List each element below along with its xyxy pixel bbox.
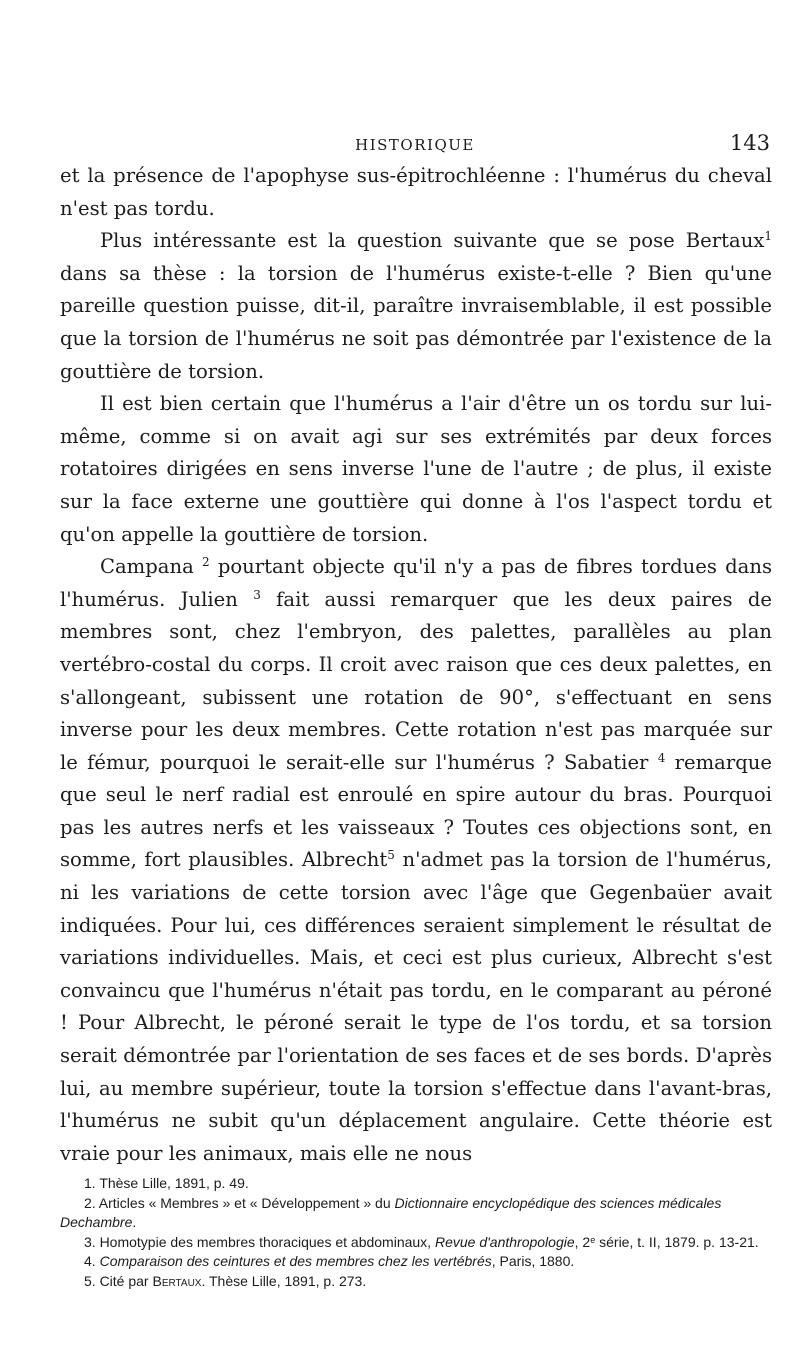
- footnote-ref-5: 5: [387, 848, 395, 863]
- footnote-2-end: .: [132, 1214, 137, 1230]
- footnote-4-title: Comparaison des ceintures et des membres chez les vertébrés: [99, 1253, 492, 1269]
- footnote-5-text: 5. Cité par: [84, 1272, 153, 1289]
- footnote-3-journal: Revue d'anthropologie: [434, 1233, 575, 1250]
- footnote-4: [60, 1252, 772, 1272]
- paragraph-2-text-a: Plus intéressante est la question suivante que se pose Bertaux: [100, 229, 765, 253]
- paragraph-4-text-e: n'admet pas la torsion de l'humérus, ni les variations de cette torsion avec l'âge que Gegenbaüer avait indiquées. Pour lui, ces différences seraient simplement le résultat de variations individuelles. Mais, et ceci est plus curieux, Albrecht s'est convaincu que l'humérus n'était pas tordu, en le comparant au péroné ! Pour Albrecht, le péroné serait le type de l'os tordu, et sa torsion serait démontrée par l'orientation de ses faces et de ses bords. D'après lui, au membre supérieur, toute la torsion s'effectue dans l'avant-bras, l'humérus ne subit qu'un déplacement angulaire. Cette théorie est vraie pour les animaux, mais elle ne nous: [60, 848, 772, 1165]
- body-text: [60, 160, 772, 1170]
- footnote-4-number: 4.: [84, 1253, 100, 1269]
- footnote-3-series-number: , 2: [574, 1233, 591, 1250]
- paragraph-3: Il est bien certain que l'humérus a l'air d'être un os tordu sur lui-même, comme si on avait agi sur ses extrémités par deux forces rotatoires dirigées en sens inverse l'une de l'autre ; de plus, il existe sur la face externe une gouttière qui donne à l'os l'aspect tordu et qu'on appelle la gouttière de torsion.: [60, 392, 772, 546]
- paragraph-4-text-c: fait aussi remarquer que les deux paires de membres sont, chez l'embryon, des palettes, parallèles au plan vertébro-costal du corps. Il croit avec raison que ces deux palettes, en s'allongeant, subissent une rotation de 90°, s'effectuant en sens inverse pour les deux membres. Cette rotation n'est pas marquée sur le fémur, pourquoi le serait-elle sur l'humérus ? Sabatier: [60, 587, 773, 774]
- paragraph-2-text-b: dans sa thèse : la torsion de l'humérus existe-t-elle ? Bien qu'une pareille question puisse, dit-il, paraître invraisemblable, il est possible que la torsion de l'humérus ne soit pas démontrée par l'existence de la gouttière de torsion.: [60, 261, 772, 383]
- footnote-2-title: Dictionnaire encyclopédique des sciences médicales Dechambre: [60, 1194, 722, 1230]
- paragraph-4-text-d: remarque que seul le nerf radial est enroulé en spire autour du bras. Pourquoi pas les autres nerfs et les vaisseaux ? Toutes ces objections sont, en somme, fort plausibles. Albrecht: [60, 750, 772, 872]
- footnote-5-end: . Thèse Lille, 1891, p. 273.: [201, 1272, 367, 1289]
- footnote-3-end: série, t. II, 1879. p. 13-21.: [595, 1233, 759, 1250]
- paragraph-4-text-b: pourtant objecte qu'il n'y a pas de fibres tordues dans l'humérus. Julien: [60, 555, 772, 611]
- running-title: HISTORIQUE: [355, 136, 475, 154]
- footnote-2: [60, 1194, 772, 1233]
- footnote-3: [60, 1233, 772, 1253]
- footnote-4-end: , Paris, 1880.: [491, 1253, 575, 1269]
- paragraph-2: [60, 225, 772, 388]
- footnote-ref-4: 4: [657, 750, 666, 765]
- footnote-ref-1: 1: [764, 229, 772, 244]
- footnote-5-author: Bertaux: [152, 1272, 202, 1289]
- footnote-2-text: 2. Articles « Membres » et « Développement » du: [84, 1194, 395, 1211]
- paragraph-4-text-a: Campana: [100, 555, 202, 579]
- footnote-ref-2: 2: [201, 555, 210, 570]
- footnote-1: 1. Thèse Lille, 1891, p. 49.: [84, 1175, 249, 1191]
- page-number: 143: [729, 131, 770, 155]
- footnote-5: [60, 1272, 772, 1292]
- footnote-3-superscript: e: [590, 1234, 596, 1245]
- paragraph-1: et la présence de l'apophyse sus-épitrochléenne : l'humérus du cheval n'est pas tordu.: [60, 164, 772, 220]
- footnote-3-text: 3. Homotypie des membres thoraciques et abdominaux,: [84, 1233, 435, 1250]
- footnote-ref-3: 3: [253, 587, 261, 602]
- paragraph-4: [60, 551, 772, 1170]
- footnotes: [60, 1174, 772, 1291]
